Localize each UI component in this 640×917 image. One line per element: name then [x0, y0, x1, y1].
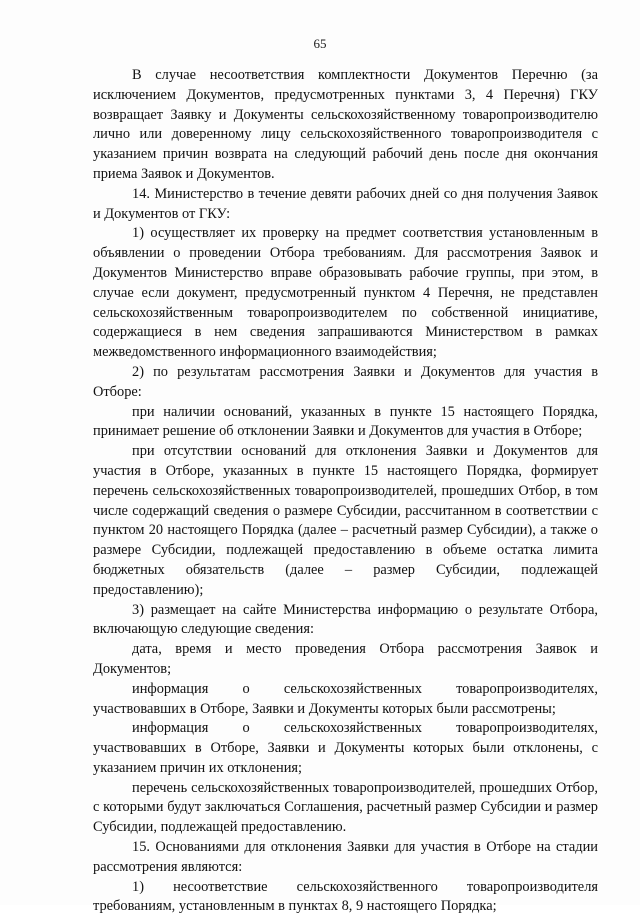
paragraph-item-15: 15. Основаниями для отклонения Заявки для участия в Отборе на стадии рассмотрения являются: — [93, 839, 598, 875]
paragraph-info-considered: информация о сельскохозяйственных товаропроизводителях, участвовавших в Отборе, Заявки и Документы которых были рассмотрены; — [93, 680, 598, 717]
paragraph-item-14-2: 2) по результатам рассмотрения Заявки и Документов для участия в Отборе: — [93, 363, 598, 400]
page-number: 65 — [313, 36, 327, 51]
paragraph-item-14: 14. Министерство в течение девяти рабочих дней со дня получения Заявок и Документов от ГКУ: — [93, 185, 598, 222]
paragraph-item-14-1: 1) осуществляет их проверку на предмет соответствия установленным в объявлении о проведении Отбора требованиям. Для рассмотрения Заявок и Документов Министерство вправе образовывать рабочие группы, при этом, в случае если документ, предусмотренный пунктом 4 Перечня, не представлен сельскохозяйственным товаропроизводителем по собственной инициативе, содержащиеся в нем сведения запрашиваются Министерством в рамках межведомственного информационного взаимодействия; — [93, 225, 598, 361]
paragraph-rejection-grounds: при наличии оснований, указанных в пункте 15 настоящего Порядка, принимает решение об отклонении Заявки и Документов для участия в Отборе; — [93, 403, 598, 440]
paragraph-item-14-3: 3) размещает на сайте Министерства информацию о результате Отбора, включающую следующие сведения: — [93, 601, 598, 638]
paragraph-item-15-1: 1) несоответствие сельскохозяйственного товаропроизводителя требованиям, установленным в пунктах 8, 9 настоящего Порядка; — [93, 878, 598, 915]
paragraph-info-rejected: информация о сельскохозяйственных товаропроизводителях, участвовавших в Отборе, Заявки и Документы которых были отклонены, с указанием причин их отклонения; — [93, 720, 598, 776]
document-body — [93, 66, 598, 917]
paragraph-list-formation: при отсутствии оснований для отклонения Заявки и Документов для участия в Отборе, указанных в пункте 15 настоящего Порядка, формирует перечень сельскохозяйственных товаропроизводителей, прошедших Отбор, в том числе содержащий сведения о размере Субсидии, рассчитанном в соответствии с пунктом 20 настоящего Порядка (далее – расчетный размер Субсидии), а также о размере Субсидии, подлежащей предоставлению в объеме остатка лимита бюджетных обязательств (далее – размер Субсидии, подлежащей предоставлению); — [93, 443, 598, 598]
paragraph-return-documents: В случае несоответствия комплектности Документов Перечню (за исключением Документов, предусмотренных пунктами 3, 4 Перечня) ГКУ возвращает Заявку и Документы сельскохозяйственному товаропроизводителю лично или доверенному лицу сельскохозяйственного товаропроизводителя с указанием причин возврата на следующий рабочий день после дня окончания приема Заявок и Документов. — [93, 67, 598, 182]
paragraph-list-agreements: перечень сельскохозяйственных товаропроизводителей, прошедших Отбор, с которыми будут заключаться Соглашения, расчетный размер Субсидии и размер Субсидии, подлежащей предоставлению. — [93, 779, 598, 836]
paragraph-date-time-place: дата, время и место проведения Отбора рассмотрения Заявок и Документов; — [93, 641, 598, 677]
